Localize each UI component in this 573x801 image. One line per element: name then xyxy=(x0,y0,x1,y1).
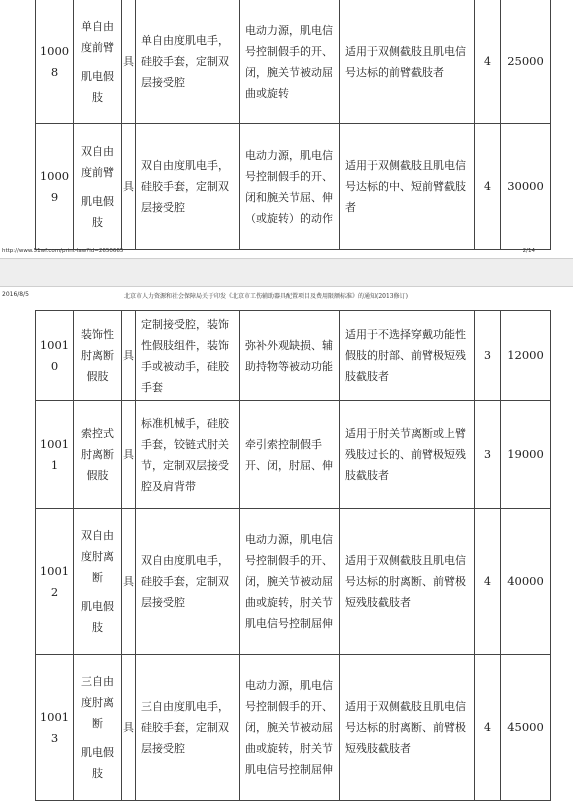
item-years: 4 xyxy=(475,124,501,250)
item-function: 牵引索控制假手开、闭，肘屈、伸 xyxy=(240,401,340,509)
item-components: 标准机械手，硅胶手套，铰链式肘关节，定制双层接受腔及肩背带 xyxy=(136,401,240,509)
item-applicable: 适用于肘关节离断或上臂残肢过长的、前臂极短残肢截肢者 xyxy=(340,401,475,509)
item-price: 40000 xyxy=(501,509,551,655)
table-row xyxy=(36,124,551,250)
item-applicable: 适用于不选择穿戴功能性假肢的肘部、前臂极短残肢截肢者 xyxy=(340,311,475,401)
item-function: 电动力源，肌电信号控制假手的开、闭，腕关节被动屈曲或旋转 xyxy=(240,0,340,124)
device-table-page-3 xyxy=(35,310,551,801)
item-years: 4 xyxy=(475,0,501,124)
item-function: 弥补外观缺损、辅助持物等被动功能 xyxy=(240,311,340,401)
item-unit: 具 xyxy=(122,401,136,509)
item-components: 双自由度肌电手，硅胶手套，定制双层接受腔 xyxy=(136,124,240,250)
item-code: 10008 xyxy=(36,0,74,124)
pdf-page-3 xyxy=(0,287,573,800)
item-code: 10012 xyxy=(36,509,74,655)
item-price: 12000 xyxy=(501,311,551,401)
item-function: 电动力源，肌电信号控制假手的开、闭，腕关节被动屈曲或旋转，肘关节肌电信号控制屈伸 xyxy=(240,655,340,801)
page-separator xyxy=(0,258,573,287)
item-price: 19000 xyxy=(501,401,551,509)
item-price: 30000 xyxy=(501,124,551,250)
item-applicable: 适用于双侧截肢且肌电信号达标的肘离断、前臂极短残肢截肢者 xyxy=(340,655,475,801)
header-title: 北京市人力资源和社会保障局关于印发《北京市工伤辅助器具配置项目及费用限额标准》的通知(2013修订) xyxy=(124,293,408,300)
table-row xyxy=(36,0,551,124)
item-name: 双自由 度肘离 断 肌电假 肢 xyxy=(74,509,122,655)
item-name: 装饰性 肘离断 假肢 xyxy=(74,311,122,401)
item-years: 3 xyxy=(475,401,501,509)
item-code: 10013 xyxy=(36,655,74,801)
item-unit: 具 xyxy=(122,124,136,250)
item-applicable: 适用于双侧截肢且肌电信号达标的前臂截肢者 xyxy=(340,0,475,124)
item-components: 三自由度肌电手，硅胶手套，定制双层接受腔 xyxy=(136,655,240,801)
item-components: 双自由度肌电手，硅胶手套，定制双层接受腔 xyxy=(136,509,240,655)
footer-page-number: 2/14 xyxy=(522,248,535,254)
device-table-page-2 xyxy=(35,0,551,250)
item-function: 电动力源，肌电信号控制假手的开、闭和腕关节屈、伸（或旋转）的动作 xyxy=(240,124,340,250)
pdf-page-2 xyxy=(0,0,573,258)
table-row xyxy=(36,509,551,655)
item-unit: 具 xyxy=(122,655,136,801)
item-unit: 具 xyxy=(122,311,136,401)
item-years: 4 xyxy=(475,509,501,655)
item-applicable: 适用于双侧截肢且肌电信号达标的肘离断、前臂极短残肢截肢者 xyxy=(340,509,475,655)
item-name: 双自由 度前臂 肌电假 肢 xyxy=(74,124,122,250)
table-row xyxy=(36,311,551,401)
item-price: 45000 xyxy=(501,655,551,801)
item-years: 4 xyxy=(475,655,501,801)
item-applicable: 适用于双侧截肢且肌电信号达标的中、短前臂截肢者 xyxy=(340,124,475,250)
item-years: 3 xyxy=(475,311,501,401)
item-function: 电动力源，肌电信号控制假手的开、闭，腕关节被动屈曲或旋转，肘关节肌电信号控制屈伸 xyxy=(240,509,340,655)
item-name: 单自由 度前臂 肌电假 肢 xyxy=(74,0,122,124)
item-code: 10011 xyxy=(36,401,74,509)
item-name: 索控式 肘离断 假肢 xyxy=(74,401,122,509)
header-date: 2016/8/5 xyxy=(2,291,29,298)
item-components: 单自由度肌电手，硅胶手套，定制双层接受腔 xyxy=(136,0,240,124)
item-price: 25000 xyxy=(501,0,551,124)
item-components: 定制接受腔，装饰性假肢组件，装饰手或被动手，硅胶手套 xyxy=(136,311,240,401)
item-code: 10009 xyxy=(36,124,74,250)
item-name: 三自由 度肘离 断 肌电假 肢 xyxy=(74,655,122,801)
item-unit: 具 xyxy=(122,509,136,655)
table-row xyxy=(36,401,551,509)
item-unit: 具 xyxy=(122,0,136,124)
footer-url[interactable]: http://www.51wf.com/print-law?id=2650665 xyxy=(2,248,124,254)
item-code: 10010 xyxy=(36,311,74,401)
table-row xyxy=(36,655,551,801)
